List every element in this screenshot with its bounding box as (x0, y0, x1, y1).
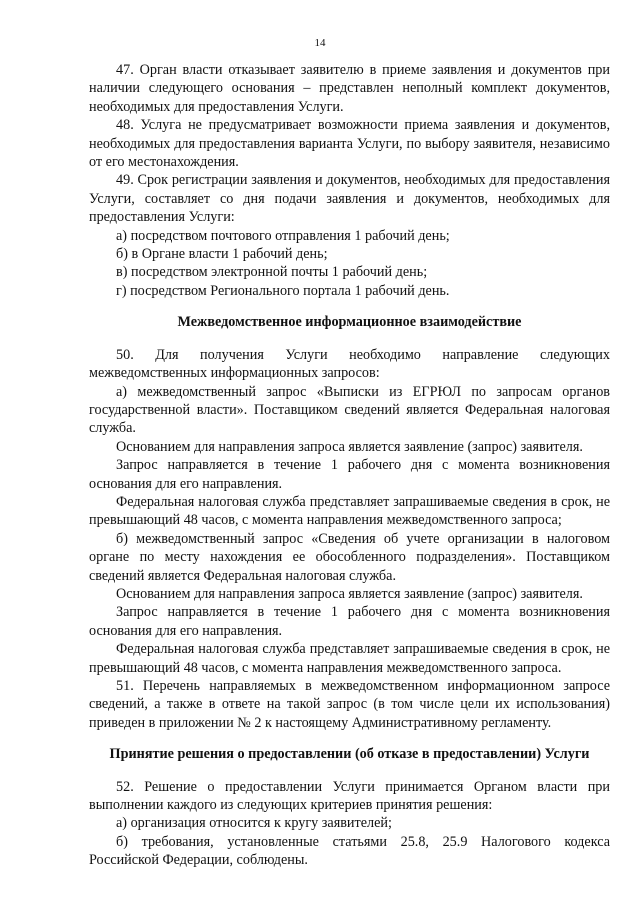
paragraph-basis-1: Основанием для направления запроса является заявление (запрос) заявителя. (116, 438, 583, 455)
list-item-49d: г) посредством Регионального портала 1 рабочий день. (116, 282, 450, 299)
paragraph-fns-term-1: Федеральная налоговая служба представляет запрашиваемые сведения в срок, не превышающий 48 часов, с момента направления межведомственного запроса; (89, 493, 610, 529)
list-item-49a: а) посредством почтового отправления 1 рабочий день; (116, 227, 450, 244)
paragraph-50: 50. Для получения Услуги необходимо направление следующих межведомственных информационных запросов: (89, 346, 610, 382)
paragraph-51: 51. Перечень направляемых в межведомственном информационном запросе сведений, а также в ответе на такой запрос (в том числе цели их использования) приведен в приложении № 2 к настоящему Административному регламенту. (89, 678, 610, 731)
list-item-50a: а) межведомственный запрос «Выписки из ЕГРЮЛ по запросам органов государственной власти». Поставщиком сведений является Федеральная налоговая служба. (89, 383, 610, 437)
paragraph-request-term-2: Запрос направляется в течение 1 рабочего дня с момента возникновения основания для его направления. (89, 604, 610, 639)
list-item-52a: а) организация относится к кругу заявителей; (116, 815, 392, 832)
paragraph-basis-2: Основанием для направления запроса является заявление (запрос) заявителя. (116, 585, 583, 602)
list-item-49c: в) посредством электронной почты 1 рабочий день; (116, 264, 428, 281)
section-heading-interagency: Межведомственное информационное взаимодействие (177, 314, 522, 331)
list-item-50b: б) межведомственный запрос «Сведения об учете организации в налоговом органе по месту нахождения ее обособленного подразделения». Поставщиком сведений является Федеральная налоговая служба. (89, 530, 610, 584)
page-number: 14 (314, 37, 326, 49)
paragraph-47: 47. Орган власти отказывает заявителю в приеме заявления и документов при наличии следующего основания – представлен неполный комплект документов, необходимых для предоставления Услуги. (89, 62, 610, 115)
list-item-52b: б) требования, установленные статьями 25.8, 25.9 Налогового кодекса Российской Федерации, соблюдены. (89, 833, 610, 869)
paragraph-52: 52. Решение о предоставлении Услуги принимается Органом власти при выполнении каждого из следующих критериев принятия решения: (89, 778, 610, 814)
list-item-49b: б) в Органе власти 1 рабочий день; (116, 246, 328, 263)
document-body (89, 61, 610, 870)
section-heading-decision: Принятие решения о предоставлении (об отказе в предоставлении) Услуги (109, 746, 590, 763)
paragraph-request-term-1: Запрос направляется в течение 1 рабочего дня с момента возникновения основания для его направления. (89, 457, 610, 492)
paragraph-fns-term-2: Федеральная налоговая служба представляет запрашиваемые сведения в срок, не превышающий 48 часов, с момента направления межведомственного запроса. (89, 641, 610, 676)
paragraph-49: 49. Срок регистрации заявления и документов, необходимых для предоставления Услуги, составляет со дня подачи заявления и документов, необходимых для предоставления Услуги: (89, 172, 610, 226)
paragraph-48: 48. Услуга не предусматривает возможности приема заявления и документов, необходимых для предоставления варианта Услуги, по выбору заявителя, независимо от его местонахождения. (89, 117, 610, 171)
